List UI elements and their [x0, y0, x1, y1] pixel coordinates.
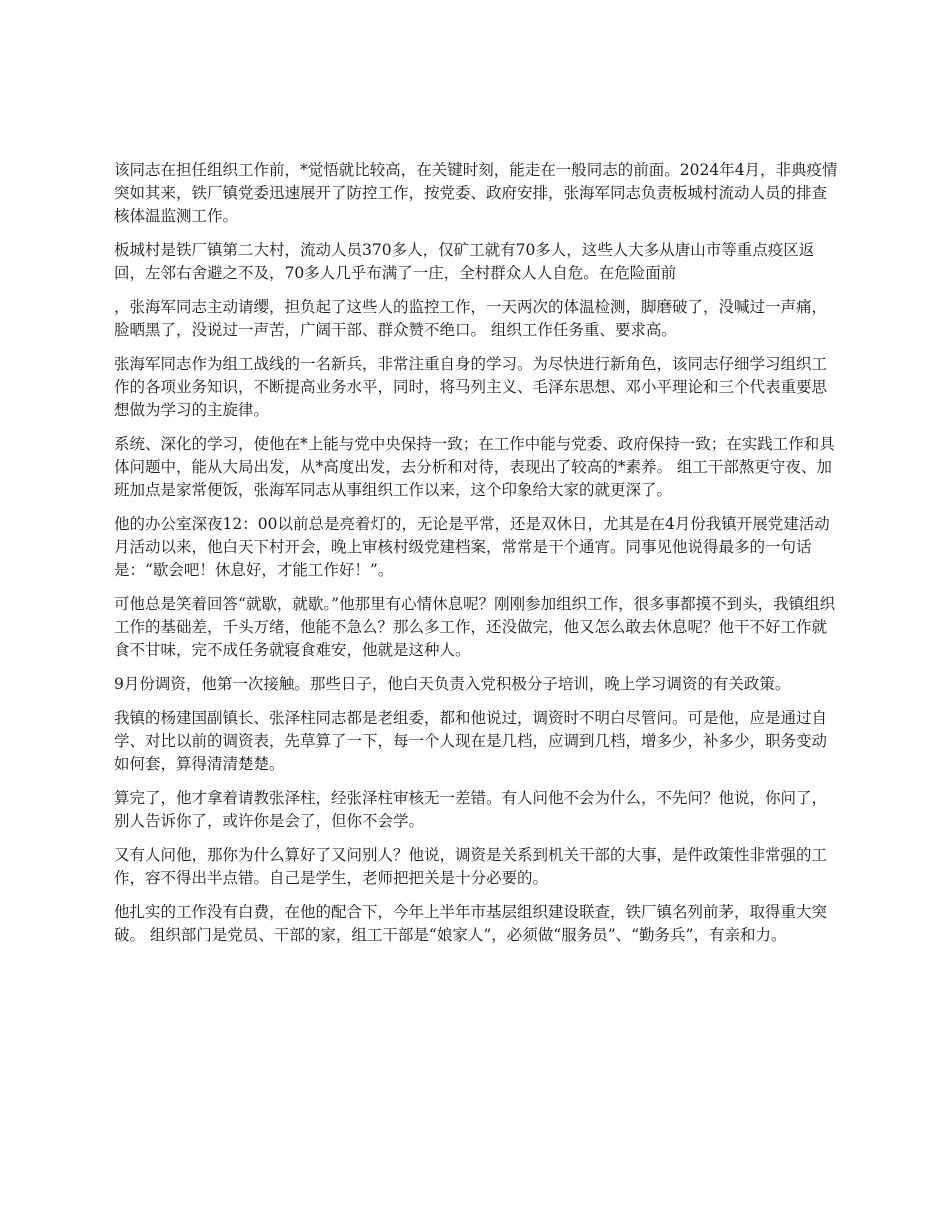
paragraph-7: 可他总是笑着回答“就歇，就歇。”他那里有心情休息呢？刚刚参加组织工作，很多事都摸不到头，我镇组织工作的基础差，千头万绪，他能不急么？那么多工作，还没做完，他又怎么敢去休息呢？他干不好工作就食不甘味，完不成任务就寝食难安，他就是这种人。 [114, 595, 836, 659]
paragraph-12: 他扎实的工作没有白费，在他的配合下，今年上半年市基层组织建设联查，铁厂镇名列前茅，取得重大突破。 组织部门是党员、干部的家，组工干部是“娘家人”，必须做“服务员”、“勤务兵”，有亲和力。 [114, 903, 828, 944]
paragraph-9: 我镇的杨建国副镇长、张泽柱同志都是老组委，都和他说过，调资时不明白尽管问。可是他，应是通过自学、对比以前的调资表，先草算了一下，每一个人现在是几档，应调到几档，增多少，补多少，职务变动如何套，算得清清楚楚。 [114, 709, 828, 773]
paragraph-5: 系统、深化的学习，使他在*上能与党中央保持一致；在工作中能与党委、政府保持一致；在实践工作和具体问题中，能从大局出发，从*高度出发，去分析和对待，表现出了较高的*素养。 组工干部熬更守夜、加班加点是家常便饭，张海军同志从事组织工作以来，这个印象给大家的就更深了。 [114, 435, 835, 499]
paragraph-1: 该同志在担任组织工作前，*觉悟就比较高，在关键时刻，能走在一般同志的前面。2024年4月，非典疫情突如其来，铁厂镇党委迅速展开了防控工作，按党委、政府安排，张海军同志负责板城村流动人员的排查核体温监测工作。 [114, 161, 838, 225]
paragraph-4: 张海军同志作为组工战线的一名新兵，非常注重自身的学习。为尽快进行新角色，该同志仔细学习组织工作的各项业务知识，不断提高业务水平，同时，将马列主义、毛泽东思想、邓小平理论和三个代表重要思想做为学习的主旋律。 [114, 355, 828, 419]
paragraph-2: 板城村是铁厂镇第二大村，流动人员370多人，仅矿工就有70多人，这些人大多从唐山市等重点疫区返回，左邻右舍避之不及，70多人几乎布满了一庄，全村群众人人自危。在危险面前 [114, 241, 815, 282]
paragraph-6: 他的办公室深夜12：00以前总是亮着灯的，无论是平常，还是双休日，尤其是在4月份我镇开展党建活动月活动以来，他白天下村开会，晚上审核村级党建档案，常常是干个通宵。同事见他说得最多的一句话是：“歇会吧！休息好，才能工作好！”。 [114, 515, 830, 579]
paragraph-10: 算完了，他才拿着请教张泽柱，经张泽柱审核无一差错。有人问他不会为什么，不先问？他说，你问了，别人告诉你了，或许你是会了，但你不会学。 [114, 789, 828, 830]
paragraph-3: ，张海军同志主动请缨，担负起了这些人的监控工作，一天两次的体温检测，脚磨破了，没喊过一声痛，脸晒黑了，没说过一声苦，广阔干部、群众赞不绝口。 组织工作任务重、要求高。 [114, 298, 828, 339]
paragraph-8: 9月份调资，他第一次接触。那些日子，他白天负责入党积极分子培训，晚上学习调资的有关政策。 [114, 675, 791, 693]
document-body [114, 159, 838, 958]
paragraph-11: 又有人问他，那你为什么算好了又问别人？他说，调资是关系到机关干部的大事，是件政策性非常强的工作，容不得出半点错。自己是学生，老师把把关是十分必要的。 [114, 846, 828, 887]
